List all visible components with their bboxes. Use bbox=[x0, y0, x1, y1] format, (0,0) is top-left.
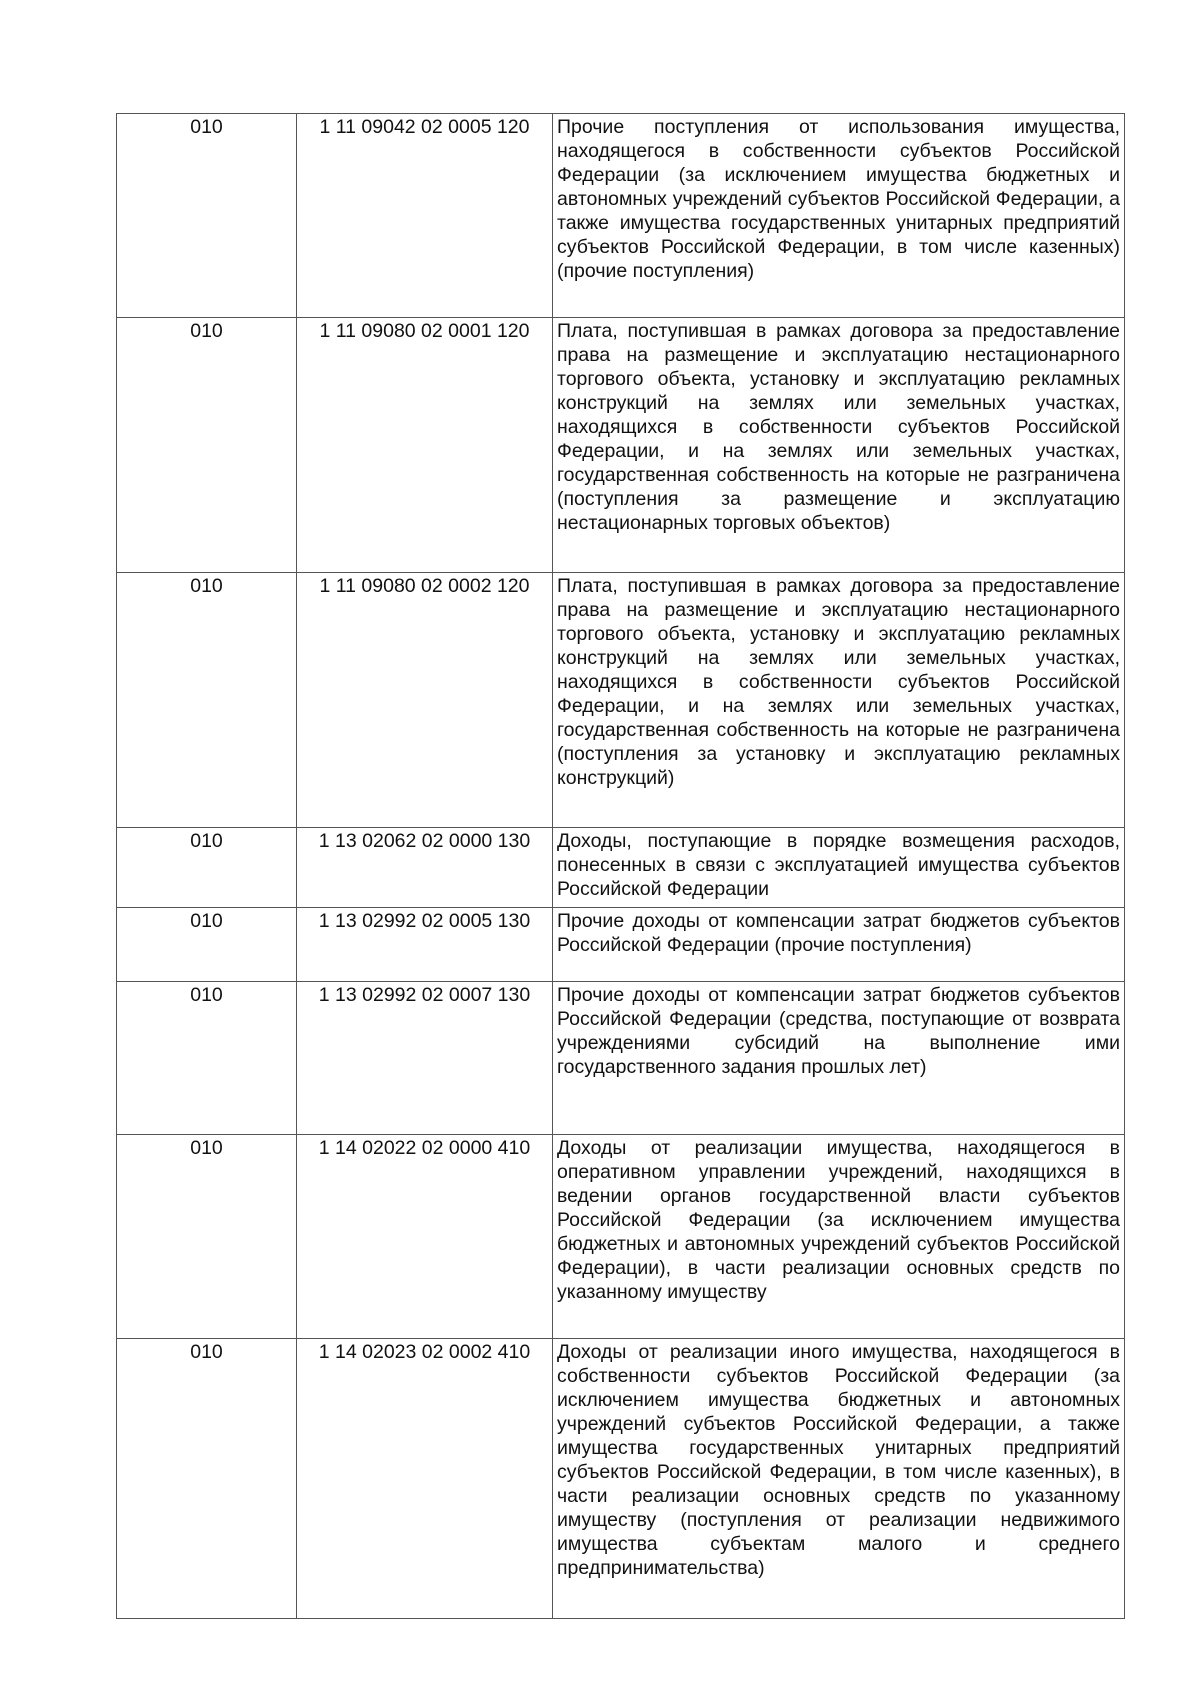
budget-code-cell: 1 11 09080 02 0001 120 bbox=[297, 318, 553, 573]
description-cell: Доходы от реализации имущества, находящегося в оперативном управлении учреждений, находящихся в ведении органов государственной власти субъектов Российской Федерации (за исключением имущества бюджетных и автономных учреждений субъектов Российской Федерации), в части реализации основных средств по указанному имуществу bbox=[553, 1135, 1125, 1339]
budget-code-cell: 1 11 09042 02 0005 120 bbox=[297, 114, 553, 318]
table-row bbox=[117, 318, 1125, 573]
budget-code-cell: 1 13 02062 02 0000 130 bbox=[297, 828, 553, 908]
admin-code-cell: 010 bbox=[117, 828, 297, 908]
budget-code-cell: 1 14 02022 02 0000 410 bbox=[297, 1135, 553, 1339]
admin-code-cell: 010 bbox=[117, 573, 297, 828]
admin-code-cell: 010 bbox=[117, 1339, 297, 1619]
description-cell: Плата, поступившая в рамках договора за предоставление права на размещение и эксплуатацию нестационарного торгового объекта, установку и эксплуатацию рекламных конструкций на землях или земельных участках, находящихся в собственности субъектов Российской Федерации, и на землях или земельных участках, государственная собственность на которые не разграничена (поступления за установку и эксплуатацию рекламных конструкций) bbox=[553, 573, 1125, 828]
table-row bbox=[117, 982, 1125, 1135]
budget-code-cell: 1 13 02992 02 0007 130 bbox=[297, 982, 553, 1135]
description-cell: Доходы от реализации иного имущества, находящегося в собственности субъектов Российской Федерации (за исключением имущества бюджетных и автономных учреждений субъектов Российской Федерации, а также имущества государственных унитарных предприятий субъектов Российской Федерации, в том числе казенных), в части реализации основных средств по указанному имуществу (поступления от реализации недвижимого имущества субъектам малого и среднего предпринимательства) bbox=[553, 1339, 1125, 1619]
description-cell: Прочие доходы от компенсации затрат бюджетов субъектов Российской Федерации (средства, поступающие от возврата учреждениями субсидий на выполнение ими государственного задания прошлых лет) bbox=[553, 982, 1125, 1135]
description-cell: Прочие доходы от компенсации затрат бюджетов субъектов Российской Федерации (прочие поступления) bbox=[553, 908, 1125, 982]
budget-code-cell: 1 13 02992 02 0005 130 bbox=[297, 908, 553, 982]
description-cell: Доходы, поступающие в порядке возмещения расходов, понесенных в связи с эксплуатацией имущества субъектов Российской Федерации bbox=[553, 828, 1125, 908]
table-row bbox=[117, 908, 1125, 982]
table-row bbox=[117, 828, 1125, 908]
revenue-codes-table bbox=[116, 113, 1125, 1619]
budget-code-cell: 1 11 09080 02 0002 120 bbox=[297, 573, 553, 828]
admin-code-cell: 010 bbox=[117, 1135, 297, 1339]
table-row bbox=[117, 114, 1125, 318]
table-row bbox=[117, 1339, 1125, 1619]
admin-code-cell: 010 bbox=[117, 908, 297, 982]
description-cell: Прочие поступления от использования имущества, находящегося в собственности субъектов Российской Федерации (за исключением имущества бюджетных и автономных учреждений субъектов Российской Федерации, а также имущества государственных унитарных предприятий субъектов Российской Федерации, в том числе казенных) (прочие поступления) bbox=[553, 114, 1125, 318]
admin-code-cell: 010 bbox=[117, 114, 297, 318]
admin-code-cell: 010 bbox=[117, 982, 297, 1135]
budget-code-cell: 1 14 02023 02 0002 410 bbox=[297, 1339, 553, 1619]
description-cell: Плата, поступившая в рамках договора за предоставление права на размещение и эксплуатацию нестационарного торгового объекта, установку и эксплуатацию рекламных конструкций на землях или земельных участках, находящихся в собственности субъектов Российской Федерации, и на землях или земельных участках, государственная собственность на которые не разграничена (поступления за размещение и эксплуатацию нестационарных торговых объектов) bbox=[553, 318, 1125, 573]
table-row bbox=[117, 1135, 1125, 1339]
admin-code-cell: 010 bbox=[117, 318, 297, 573]
table-row bbox=[117, 573, 1125, 828]
